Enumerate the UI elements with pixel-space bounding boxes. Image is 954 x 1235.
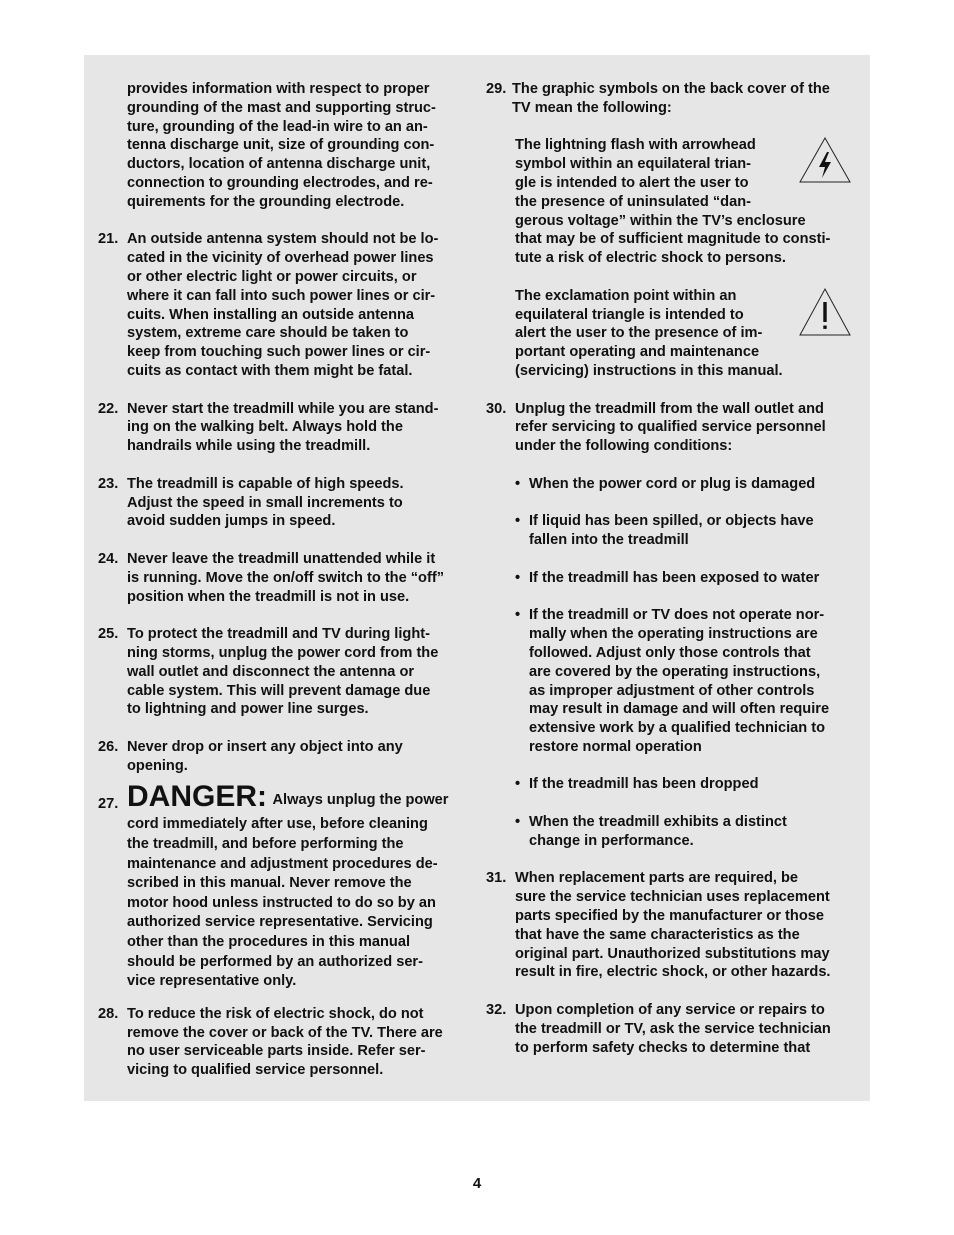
left-column <box>98 80 470 1099</box>
item-27-danger <box>98 780 470 991</box>
condition-bullet <box>515 775 858 794</box>
lightning-symbol-block <box>515 136 858 268</box>
item-number: 28. <box>98 1005 119 1022</box>
bullet-text: If the treadmill or TV does not operate nor- mally when the operating instructions are followed. Adjust only those controls that are covered by the operating instructions, as improper adjustment of other controls may result in damage and will often require extensive work by a qualified technician to restore normal operation <box>529 607 830 755</box>
exclamation-description: The exclamation point within an equilateral triangle is intended to alert the user to the presence of im- portant operating and maintenance (servicing) instructions in this manual. <box>515 287 783 379</box>
item-number: 27. <box>98 796 119 813</box>
exclamation-warning-icon <box>798 287 852 337</box>
item-number: 23. <box>98 475 119 492</box>
condition-bullet <box>515 512 858 550</box>
item-text: Never drop or insert any object into any opening. <box>127 738 403 774</box>
item-text: Upon completion of any service or repairs to the treadmill or TV, ask the service technician to perform safety checks to determine that <box>515 1002 831 1056</box>
item-text: The treadmill is capable of high speeds. Adjust the speed in small increments to avoid sudden jumps in speed. <box>127 475 404 530</box>
condition-bullet <box>515 813 858 851</box>
item-text: The graphic symbols on the back cover of the TV mean the following: <box>512 81 830 116</box>
item-28 <box>98 1005 470 1080</box>
bullet-mark: • <box>515 607 521 624</box>
bullet-mark: • <box>515 513 521 530</box>
item-text: Never start the treadmill while you are stand- ing on the walking belt. Always hold the handrails while using the treadmill. <box>127 400 439 455</box>
item-number: 21. <box>98 231 119 248</box>
item-text: Never leave the treadmill unattended while it is running. Move the on/off switch to the “off” position when the treadmill is not in use. <box>127 550 444 605</box>
condition-bullet <box>515 569 858 588</box>
item-32 <box>486 1001 858 1057</box>
bullet-text: If liquid has been spilled, or objects have fallen into the treadmill <box>529 513 814 549</box>
bullet-text: When the treadmill exhibits a distinct change in performance. <box>529 814 787 849</box>
item-21 <box>98 230 470 380</box>
item-text: An outside antenna system should not be lo- cated in the vicinity of overhead power lines or other electric light or power circuits, or where it can fall into such power lines or cir- cuits. When installing an outside antenna system, extreme care should be taken to keep from touching such power lines or cir- cuits as contact with them might be fatal. <box>127 231 439 379</box>
item-20-continuation: provides information with respect to proper grounding of the mast and supporting struc- ture, grounding of the lead-in wire to an an- tenna discharge unit, size of grounding con- ductors, location of antenna discharge unit, connection to grounding electrodes, and re- quirements for the grounding electrode. <box>127 81 436 210</box>
danger-first-line: Always unplug the power <box>272 792 449 809</box>
bullet-mark: • <box>515 569 521 586</box>
lightning-description: The lightning flash with arrowhead symbol within an equilateral trian- gle is intended to alert the user to the presence of uninsulated “dan- gerous voltage” within the TV’s enclosure that may be of sufficient magnitude to consti- tute a risk of electric shock to persons. <box>515 137 831 267</box>
item-22 <box>98 400 470 456</box>
exclamation-symbol-block <box>515 287 858 381</box>
item-26 <box>98 738 470 776</box>
item-number: 22. <box>98 400 119 417</box>
bullet-mark: • <box>515 475 521 492</box>
item-25 <box>98 625 470 719</box>
lightning-warning-icon <box>798 136 852 184</box>
bullet-text: When the power cord or plug is damaged <box>529 475 816 492</box>
item-30 <box>486 400 858 456</box>
item-number: 31. <box>486 870 507 887</box>
item-text: To reduce the risk of electric shock, do not remove the cover or back of the TV. There are no user serviceable parts inside. Refer ser- vicing to qualified service personnel. <box>127 1005 443 1079</box>
item-number: 30. <box>486 400 507 417</box>
item-number: 25. <box>98 626 119 643</box>
item-number: 32. <box>486 1002 507 1019</box>
item-29 <box>486 80 858 118</box>
bullet-mark: • <box>515 776 521 793</box>
item-24 <box>98 550 470 606</box>
bullet-mark: • <box>515 814 521 831</box>
bullet-text: If the treadmill has been exposed to water <box>529 569 820 586</box>
right-column <box>486 80 858 1076</box>
item-text: Unplug the treadmill from the wall outlet and refer servicing to qualified service personnel under the following conditions: <box>515 400 826 455</box>
item-text: When replacement parts are required, be sure the service technician uses replacement parts specified by the manufacturer or those that have the same characteristics as the original part. Unauthorized substitutions may result in fire, electric shock, or other hazards. <box>515 870 831 981</box>
item-number: 24. <box>98 550 119 567</box>
item-number: 26. <box>98 738 119 755</box>
bullet-text: If the treadmill has been dropped <box>529 776 759 793</box>
condition-bullet <box>515 606 858 756</box>
item-number: 29. <box>486 81 507 97</box>
page-number: 4 <box>472 1175 482 1192</box>
item-text: To protect the treadmill and TV during light- ning storms, unplug the power cord from the wall outlet and disconnect the antenna or cable system. This will prevent damage due to lightning and power line surges. <box>127 626 439 718</box>
item-31 <box>486 869 858 982</box>
danger-heading: DANGER: <box>127 780 267 814</box>
danger-text: cord immediately after use, before cleaning the treadmill, and before performing the maintenance and adjustment procedures de- scribed in this manual. Never remove the motor hood unless instructed to do so by an authorized service representative. Servicing other than the procedures in this manual should be performed by an authorized ser- vice representative only. <box>127 816 438 990</box>
item-23 <box>98 475 470 531</box>
condition-bullet <box>515 475 858 494</box>
